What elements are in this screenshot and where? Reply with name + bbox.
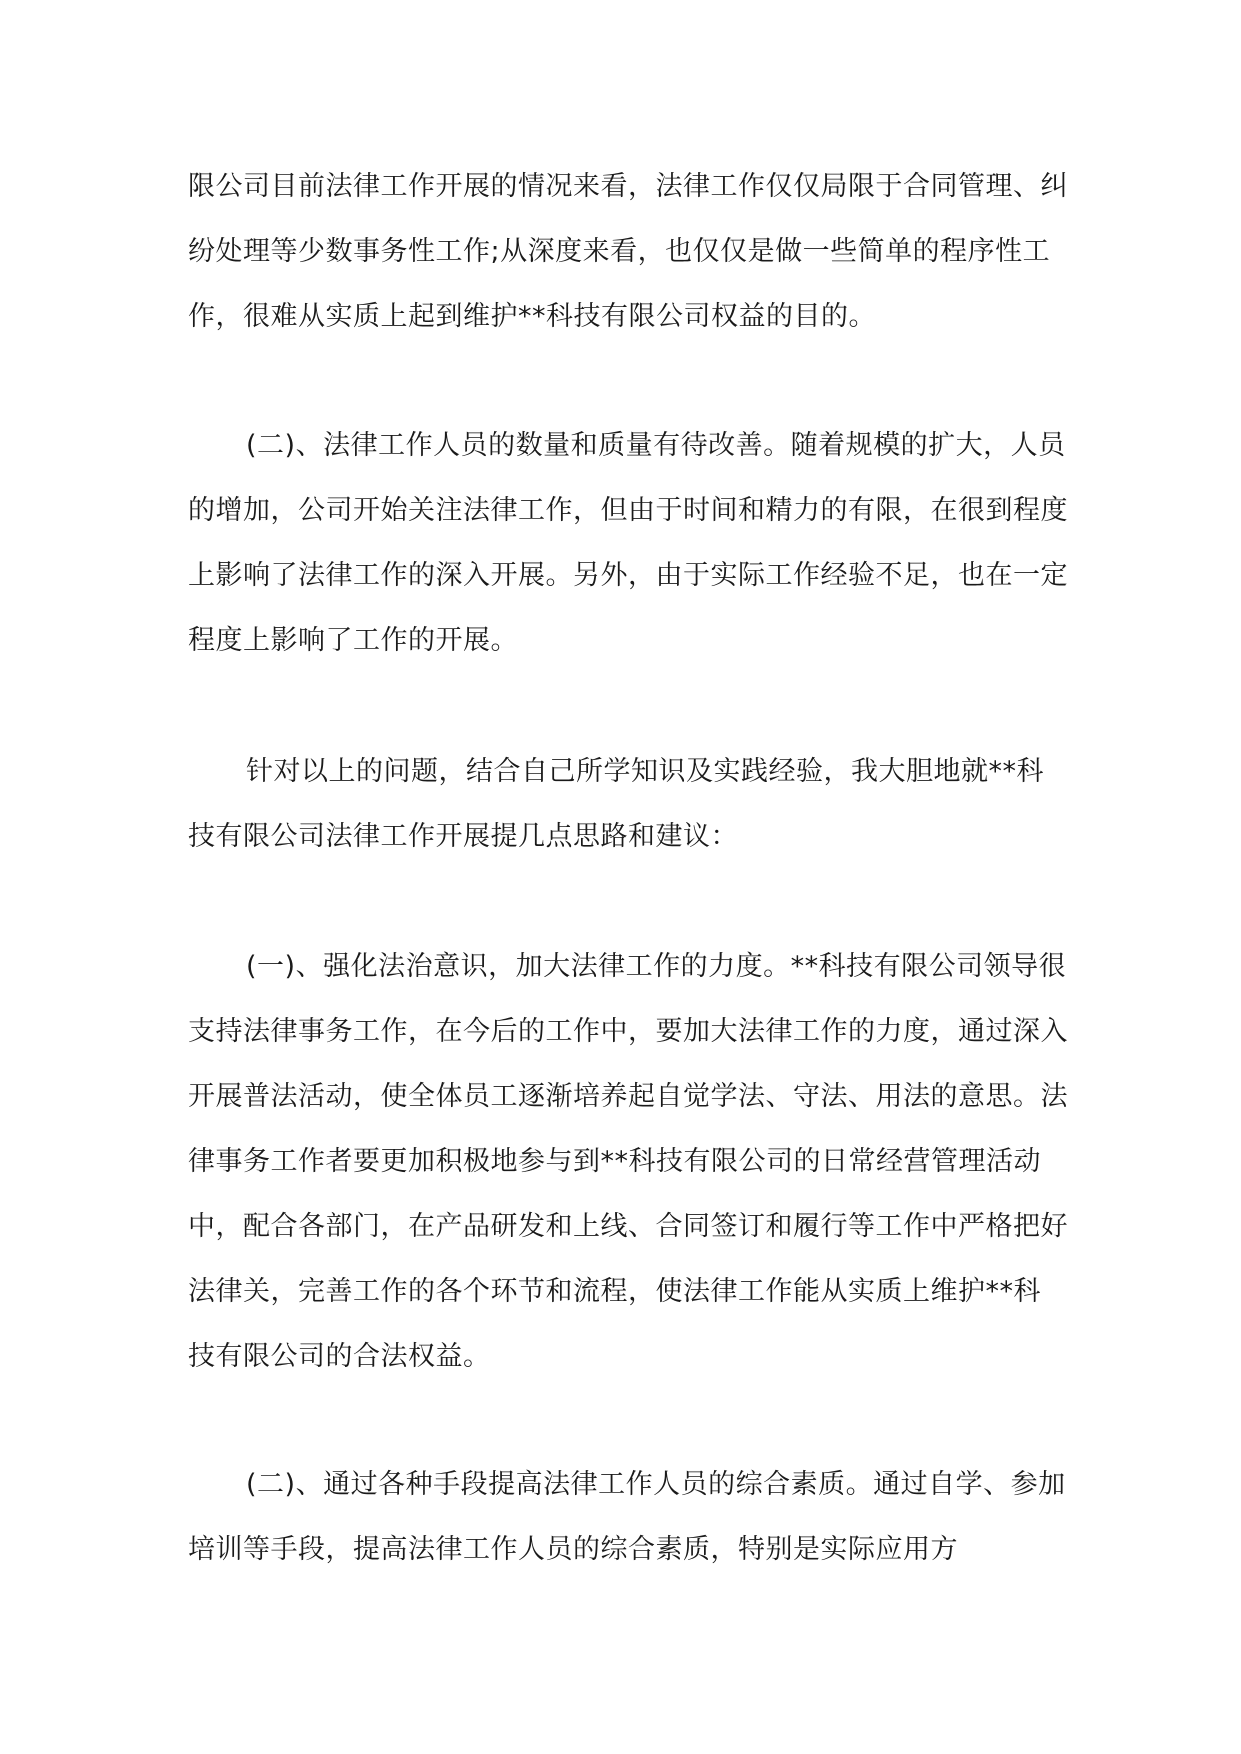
paragraph-suggestion-2: (二)、通过各种手段提高法律工作人员的综合素质。通过自学、参加培训等手段，提高法律工作人员的综合素质，特别是实际应用方 [188, 1469, 1066, 1565]
paragraph-suggestions-intro: 针对以上的问题，结合自己所学知识及实践经验，我大胆地就**科技有限公司法律工作开展提几点思路和建议： [188, 756, 1044, 852]
paragraph-section-2: (二)、法律工作人员的数量和质量有待改善。随着规模的扩大，人员的增加，公司开始关注法律工作，但由于时间和精力的有限，在很到程度上影响了法律工作的深入开展。另外，由于实际工作经验不足，也在一定程度上影响了工作的开展。 [188, 430, 1068, 656]
paragraph-suggestion-1: (一)、强化法治意识，加大法律工作的力度。**科技有限公司领导很支持法律事务工作，在今后的工作中，要加大法律工作的力度，通过深入开展普法活动，使全体员工逐渐培养起自觉学法、守法、用法的意思。法律事务工作者要更加积极地参与到**科技有限公司的日常经营管理活动中，配合各部门，在产品研发和上线、合同签订和履行等工作中严格把好法律关，完善工作的各个环节和流程，使法律工作能从实质上维护**科技有限公司的合法权益。 [188, 951, 1068, 1372]
paragraph-continuation: 限公司目前法律工作开展的情况来看，法律工作仅仅局限于合同管理、纠纷处理等少数事务性工作;从深度来看，也仅仅是做一些简单的程序性工作，很难从实质上起到维护**科技有限公司权益的目的。 [188, 171, 1068, 332]
